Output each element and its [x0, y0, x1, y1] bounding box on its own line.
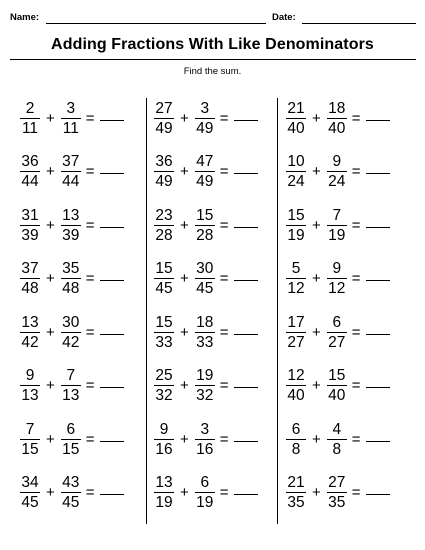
denominator: 16	[155, 440, 173, 458]
denominator: 32	[155, 387, 173, 404]
numerator: 36	[155, 153, 173, 170]
problem	[20, 257, 124, 301]
plus-sign: +	[180, 270, 189, 287]
fraction-bar	[20, 332, 40, 333]
name-label: Name:	[10, 12, 40, 23]
first-fraction	[286, 207, 306, 244]
numerator: 7	[25, 420, 35, 438]
denominator: 16	[196, 440, 214, 458]
numerator: 17	[287, 313, 305, 331]
worksheet-title: Adding Fractions With Like Denominators	[51, 36, 374, 53]
denominator: 40	[328, 387, 346, 404]
equals-sign: =	[351, 323, 361, 341]
plus-sign: +	[312, 430, 321, 448]
fraction-bar	[61, 278, 81, 279]
problem	[154, 310, 258, 354]
numerator: 13	[62, 206, 80, 224]
problem	[154, 96, 258, 140]
numerator: 4	[332, 420, 342, 438]
first-fraction	[286, 367, 306, 404]
plus-sign: +	[180, 323, 189, 341]
first-fraction	[154, 207, 174, 244]
denominator: 19	[155, 494, 173, 511]
problem	[286, 203, 390, 247]
answer-blank[interactable]	[100, 280, 124, 281]
denominator: 35	[328, 494, 346, 511]
numerator: 6	[332, 313, 342, 331]
fraction-bar	[327, 278, 347, 279]
plus-sign: +	[312, 216, 321, 234]
denominator: 13	[21, 387, 39, 404]
fraction-bar	[327, 385, 347, 386]
first-fraction	[154, 314, 174, 351]
equals-sign: =	[351, 163, 361, 180]
problem	[154, 364, 258, 408]
answer-blank[interactable]	[366, 120, 390, 121]
answer-blank[interactable]	[234, 387, 258, 388]
fraction-bar	[195, 225, 215, 226]
first-fraction	[286, 100, 306, 137]
second-fraction	[327, 100, 347, 137]
denominator: 19	[287, 226, 305, 244]
fraction-bar	[327, 439, 347, 440]
plus-sign: +	[180, 109, 189, 127]
first-fraction	[20, 207, 40, 244]
denominator: 35	[287, 494, 305, 511]
denominator: 40	[328, 119, 346, 137]
denominator: 15	[62, 440, 80, 458]
equals-sign: =	[219, 377, 229, 394]
fraction-bar	[327, 492, 347, 493]
fraction-bar	[195, 118, 215, 119]
numerator: 7	[66, 367, 76, 384]
fraction-bar	[154, 278, 174, 279]
numerator: 15	[287, 206, 305, 224]
answer-blank[interactable]	[100, 387, 124, 388]
numerator: 3	[200, 420, 210, 438]
answer-blank[interactable]	[234, 441, 258, 442]
numerator: 6	[200, 474, 210, 491]
answer-blank[interactable]	[234, 280, 258, 281]
denominator: 48	[62, 280, 80, 297]
second-fraction	[327, 474, 347, 511]
fraction-bar	[154, 118, 174, 119]
equals-sign: =	[85, 323, 95, 341]
answer-blank[interactable]	[366, 280, 390, 281]
plus-sign: +	[180, 216, 189, 234]
second-fraction	[195, 367, 215, 404]
equals-sign: =	[85, 377, 95, 394]
problem	[20, 471, 124, 515]
plus-sign: +	[312, 270, 321, 287]
numerator: 15	[328, 367, 346, 384]
fraction-bar	[61, 332, 81, 333]
fraction-bar	[61, 171, 81, 172]
numerator: 7	[332, 206, 342, 224]
first-fraction	[286, 260, 306, 297]
second-fraction	[61, 474, 81, 511]
denominator: 12	[328, 280, 346, 297]
fraction-bar	[286, 225, 306, 226]
denominator: 45	[155, 280, 173, 297]
numerator: 13	[155, 474, 173, 491]
problem	[286, 96, 390, 140]
second-fraction	[327, 260, 347, 297]
numerator: 9	[332, 153, 342, 170]
second-fraction	[327, 367, 347, 404]
fraction-bar	[61, 492, 81, 493]
numerator: 37	[21, 260, 39, 277]
denominator: 19	[328, 226, 346, 244]
answer-blank[interactable]	[366, 227, 390, 228]
denominator: 45	[196, 280, 214, 297]
denominator: 28	[196, 226, 214, 244]
second-fraction	[195, 100, 215, 137]
answer-blank[interactable]	[100, 494, 124, 495]
denominator: 49	[155, 119, 173, 137]
denominator: 13	[62, 387, 80, 404]
denominator: 24	[328, 173, 346, 190]
numerator: 6	[66, 420, 76, 438]
title-divider	[10, 59, 416, 60]
numerator: 15	[155, 260, 173, 277]
numerator: 35	[62, 260, 80, 277]
numerator: 23	[155, 206, 173, 224]
plus-sign: +	[46, 484, 55, 501]
numerator: 37	[62, 153, 80, 170]
second-fraction	[327, 421, 347, 458]
first-fraction	[286, 474, 306, 511]
answer-blank[interactable]	[234, 120, 258, 121]
first-fraction	[154, 367, 174, 404]
first-fraction	[20, 367, 40, 404]
fraction-bar	[154, 439, 174, 440]
equals-sign: =	[351, 377, 361, 394]
answer-blank[interactable]	[100, 441, 124, 442]
fraction-bar	[20, 225, 40, 226]
numerator: 36	[21, 153, 39, 170]
fraction-bar	[195, 385, 215, 386]
problem	[286, 417, 390, 461]
denominator: 24	[287, 173, 305, 190]
second-fraction	[61, 153, 81, 190]
first-fraction	[20, 153, 40, 190]
numerator: 31	[21, 206, 39, 224]
fraction-bar	[20, 278, 40, 279]
problem	[154, 417, 258, 461]
second-fraction	[61, 260, 81, 297]
equals-sign: =	[351, 216, 361, 234]
plus-sign: +	[46, 163, 55, 180]
problem	[20, 96, 124, 140]
second-fraction	[195, 314, 215, 351]
plus-sign: +	[46, 216, 55, 234]
problem	[286, 150, 390, 194]
answer-blank[interactable]	[100, 334, 124, 335]
second-fraction	[195, 474, 215, 511]
numerator: 18	[328, 99, 346, 117]
equals-sign: =	[219, 270, 229, 287]
plus-sign: +	[180, 377, 189, 394]
equals-sign: =	[219, 323, 229, 341]
fraction-bar	[61, 439, 81, 440]
denominator: 33	[155, 333, 173, 351]
denominator: 32	[196, 387, 214, 404]
numerator: 15	[196, 206, 214, 224]
second-fraction	[195, 207, 215, 244]
numerator: 30	[62, 313, 80, 331]
problem	[20, 310, 124, 354]
numerator: 43	[62, 474, 80, 491]
second-fraction	[327, 207, 347, 244]
first-fraction	[286, 314, 306, 351]
first-fraction	[20, 314, 40, 351]
problem	[286, 364, 390, 408]
denominator: 48	[21, 280, 39, 297]
first-fraction	[286, 421, 306, 458]
equals-sign: =	[351, 109, 361, 127]
name-field[interactable]	[46, 23, 266, 24]
equals-sign: =	[351, 270, 361, 287]
answer-blank[interactable]	[234, 334, 258, 335]
equals-sign: =	[219, 484, 229, 501]
denominator: 49	[155, 173, 173, 190]
plus-sign: +	[312, 484, 321, 501]
equals-sign: =	[85, 270, 95, 287]
fraction-bar	[195, 439, 215, 440]
answer-blank[interactable]	[234, 494, 258, 495]
plus-sign: +	[46, 270, 55, 287]
numerator: 9	[25, 367, 35, 384]
numerator: 3	[200, 99, 210, 117]
second-fraction	[61, 367, 81, 404]
answer-blank[interactable]	[234, 227, 258, 228]
fraction-bar	[327, 171, 347, 172]
header-row	[10, 12, 416, 28]
numerator: 34	[21, 474, 39, 491]
numerator: 12	[287, 367, 305, 384]
second-fraction	[327, 314, 347, 351]
numerator: 5	[291, 260, 301, 277]
first-fraction	[154, 421, 174, 458]
first-fraction	[20, 474, 40, 511]
numerator: 19	[196, 367, 214, 384]
plus-sign: +	[312, 377, 321, 394]
equals-sign: =	[219, 430, 229, 448]
denominator: 40	[287, 119, 305, 137]
first-fraction	[154, 260, 174, 297]
fraction-bar	[61, 385, 81, 386]
problem	[20, 364, 124, 408]
first-fraction	[20, 100, 40, 137]
fraction-bar	[286, 385, 306, 386]
plus-sign: +	[180, 430, 189, 448]
fraction-bar	[286, 278, 306, 279]
equals-sign: =	[351, 430, 361, 448]
instruction-text: Find the sum.	[183, 66, 242, 77]
first-fraction	[154, 100, 174, 137]
problem	[154, 257, 258, 301]
date-label: Date:	[272, 12, 296, 23]
denominator: 39	[21, 226, 39, 244]
fraction-bar	[61, 118, 81, 119]
numerator: 47	[196, 153, 214, 170]
denominator: 28	[155, 226, 173, 244]
denominator: 27	[287, 333, 305, 351]
denominator: 39	[62, 226, 80, 244]
equals-sign: =	[85, 216, 95, 234]
fraction-bar	[154, 225, 174, 226]
denominator: 11	[62, 119, 79, 137]
numerator: 13	[21, 313, 39, 331]
denominator: 42	[62, 333, 80, 351]
fraction-bar	[195, 492, 215, 493]
first-fraction	[20, 421, 40, 458]
denominator: 40	[287, 387, 305, 404]
column-divider	[277, 98, 278, 524]
denominator: 45	[62, 494, 80, 511]
denominator: 44	[62, 173, 80, 190]
second-fraction	[61, 421, 81, 458]
fraction-bar	[154, 385, 174, 386]
denominator: 15	[21, 440, 39, 458]
second-fraction	[195, 260, 215, 297]
numerator: 15	[155, 313, 173, 331]
problem	[20, 150, 124, 194]
answer-blank[interactable]	[366, 494, 390, 495]
equals-sign: =	[85, 163, 95, 180]
plus-sign: +	[46, 430, 55, 448]
first-fraction	[154, 153, 174, 190]
answer-blank[interactable]	[100, 120, 124, 121]
answer-blank[interactable]	[366, 387, 390, 388]
problem	[20, 203, 124, 247]
fraction-bar	[20, 385, 40, 386]
plus-sign: +	[312, 163, 321, 180]
plus-sign: +	[312, 323, 321, 341]
fraction-bar	[327, 118, 347, 119]
denominator: 19	[196, 494, 214, 511]
fraction-bar	[195, 171, 215, 172]
fraction-bar	[286, 439, 306, 440]
numerator: 21	[287, 99, 305, 117]
numerator: 25	[155, 367, 173, 384]
plus-sign: +	[180, 484, 189, 501]
fraction-bar	[61, 225, 81, 226]
problem	[286, 257, 390, 301]
denominator: 12	[287, 280, 305, 297]
numerator: 6	[291, 420, 301, 438]
answer-blank[interactable]	[100, 227, 124, 228]
problem	[20, 417, 124, 461]
denominator: 27	[328, 333, 346, 351]
fraction-bar	[20, 492, 40, 493]
denominator: 42	[21, 333, 39, 351]
problem	[154, 150, 258, 194]
fraction-bar	[286, 492, 306, 493]
answer-blank[interactable]	[366, 441, 390, 442]
numerator: 2	[25, 99, 35, 117]
fraction-bar	[286, 118, 306, 119]
equals-sign: =	[85, 484, 95, 501]
answer-blank[interactable]	[366, 173, 390, 174]
equals-sign: =	[219, 163, 229, 180]
answer-blank[interactable]	[100, 173, 124, 174]
problem	[154, 471, 258, 515]
denominator: 49	[196, 119, 214, 137]
fraction-bar	[154, 332, 174, 333]
plus-sign: +	[312, 109, 321, 127]
equals-sign: =	[219, 109, 229, 127]
problem	[286, 471, 390, 515]
fraction-bar	[154, 492, 174, 493]
fraction-bar	[286, 171, 306, 172]
fraction-bar	[20, 439, 40, 440]
fraction-bar	[195, 278, 215, 279]
second-fraction	[61, 314, 81, 351]
denominator: 45	[21, 494, 39, 511]
denominator: 49	[196, 173, 214, 190]
answer-blank[interactable]	[234, 173, 258, 174]
fraction-bar	[195, 332, 215, 333]
equals-sign: =	[351, 484, 361, 501]
second-fraction	[195, 421, 215, 458]
numerator: 10	[287, 153, 305, 170]
plus-sign: +	[46, 323, 55, 341]
numerator: 18	[196, 313, 214, 331]
equals-sign: =	[85, 109, 95, 127]
second-fraction	[61, 207, 81, 244]
second-fraction	[327, 153, 347, 190]
numerator: 27	[328, 474, 346, 491]
denominator: 44	[21, 173, 39, 190]
equals-sign: =	[219, 216, 229, 234]
denominator: 8	[291, 440, 301, 458]
problem	[154, 203, 258, 247]
numerator: 30	[196, 260, 214, 277]
plus-sign: +	[46, 109, 55, 127]
numerator: 9	[332, 260, 342, 277]
denominator: 8	[332, 440, 342, 458]
fraction-bar	[286, 332, 306, 333]
fraction-bar	[20, 171, 40, 172]
date-field[interactable]	[302, 23, 416, 24]
plus-sign: +	[46, 377, 55, 394]
first-fraction	[286, 153, 306, 190]
fraction-bar	[20, 118, 40, 119]
denominator: 33	[196, 333, 214, 351]
fraction-bar	[154, 171, 174, 172]
first-fraction	[154, 474, 174, 511]
numerator: 3	[66, 99, 76, 117]
denominator: 11	[21, 119, 39, 137]
answer-blank[interactable]	[366, 334, 390, 335]
numerator: 27	[155, 99, 173, 117]
problem	[286, 310, 390, 354]
first-fraction	[20, 260, 40, 297]
plus-sign: +	[180, 163, 189, 180]
column-divider	[146, 98, 147, 524]
fraction-bar	[327, 225, 347, 226]
second-fraction	[195, 153, 215, 190]
second-fraction	[61, 100, 81, 137]
equals-sign: =	[85, 430, 95, 448]
numerator: 21	[287, 474, 305, 491]
numerator: 9	[159, 420, 169, 438]
fraction-bar	[327, 332, 347, 333]
